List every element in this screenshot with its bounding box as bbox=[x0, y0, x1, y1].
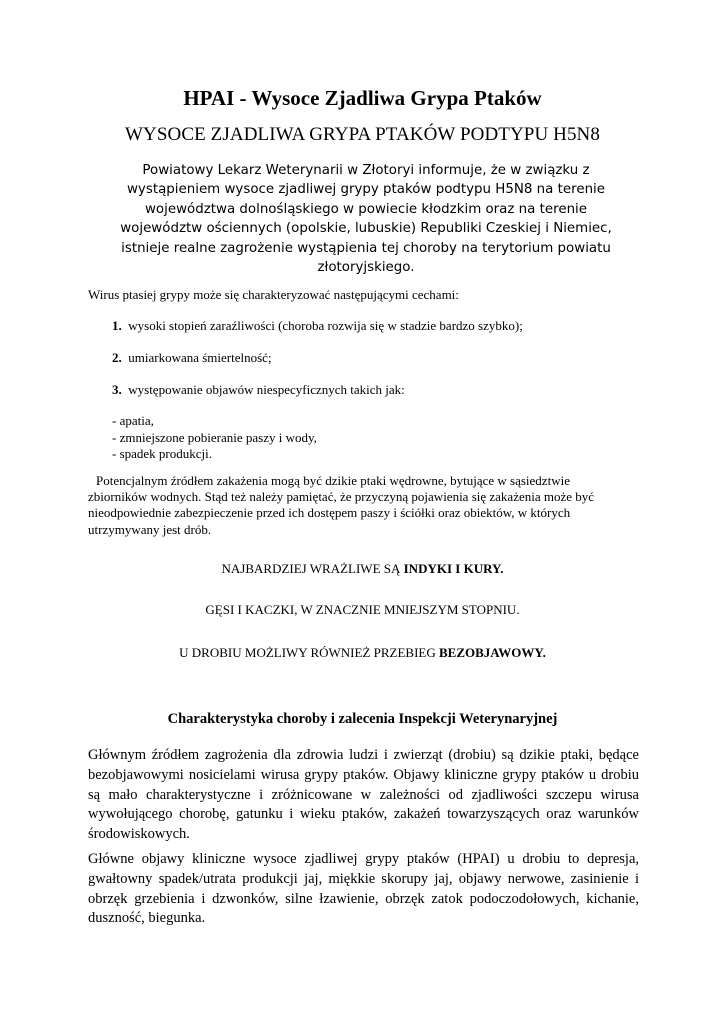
symptom-item: - apatia, bbox=[112, 413, 154, 428]
section-heading: Charakterystyka choroby i zalecenia Inspekcji Weterynaryjnej bbox=[167, 711, 558, 727]
notice-text: U DROBIU MOŻLIWY RÓWNIEŻ PRZEBIEG bbox=[179, 645, 440, 660]
intro-line: wystąpieniem wysoce zjadliwej grypy ptaków podtypu H5N8 na terenie bbox=[126, 182, 606, 198]
symptom-item: - zmniejszone pobieranie paszy i wody, bbox=[112, 429, 317, 445]
paragraph-line: utrzymywany jest drób. bbox=[88, 521, 212, 537]
intro-paragraph bbox=[110, 161, 622, 277]
paragraph-line: bezobjawowymi nosicielami wirusa grypy ptaków. Objawy kliniczne grypy ptaków u drobiu bbox=[88, 766, 639, 783]
paragraph-line: obrzęk grzebienia i dzwonków, silne łzawienie, obrzęk zatok podoczodołowych, kichanie, bbox=[88, 890, 639, 907]
feature-text: wysoki stopień zaraźliwości (choroba rozwija się w stadzie bardzo szybko); bbox=[128, 318, 523, 333]
infection-source-paragraph bbox=[88, 473, 594, 538]
paragraph-line: Potencjalnym źródłem zakażenia mogą być dzikie ptaki wędrowne, bytujące w sąsiedztwie bbox=[96, 473, 570, 488]
intro-line: złotoryjskiego. bbox=[317, 260, 415, 276]
notice-geese-ducks: GĘSI I KACZKI, W ZNACZNIE MNIEJSZYM STOPNIU. bbox=[205, 602, 520, 617]
symptom-item: - spadek produkcji. bbox=[112, 446, 213, 462]
disease-characteristics-paragraph bbox=[88, 746, 639, 845]
feature-number: 3. bbox=[112, 382, 122, 397]
feature-number: 2. bbox=[112, 350, 122, 365]
intro-line: województw ościennych (opolskie, lubuskie) Republiki Czeskiej i Niemiec, bbox=[120, 221, 612, 237]
notice-emphasis: BEZOBJAWOWY. bbox=[439, 645, 546, 660]
paragraph-line: środowiskowych. bbox=[88, 826, 190, 843]
feature-text: umiarkowana śmiertelność; bbox=[128, 350, 272, 365]
feature-item-3 bbox=[112, 382, 405, 398]
feature-number: 1. bbox=[112, 318, 122, 333]
notice-text: NAJBARDZIEJ WRAŻLIWE SĄ bbox=[221, 561, 404, 576]
paragraph-line: zbiorników wodnych. Stąd też należy pamiętać, że przyczyną pojawienia się zakażenia może być bbox=[88, 489, 595, 505]
paragraph-line: wywołującego chorobę, gatunku i wieku ptaków, zakażeń towarzyszących oraz warunków bbox=[88, 806, 639, 823]
feature-text: występowanie objawów niespecyficznych takich jak: bbox=[128, 382, 405, 397]
intro-line: Powiatowy Lekarz Weterynarii w Złotoryi informuje, że w związku z bbox=[142, 163, 590, 178]
paragraph-line: Główne objawy kliniczne wysoce zjadliwej grypy ptaków (HPAI) u drobiu to depresja, bbox=[88, 851, 639, 867]
notice-emphasis: INDYKI I KURY. bbox=[403, 561, 504, 576]
document-subtitle: WYSOCE ZJADLIWA GRYPA PTAKÓW PODTYPU H5N8 bbox=[125, 124, 600, 145]
paragraph-line: Głównym źródłem zagrożenia dla zdrowia ludzi i zwierząt (drobiu) są dzikie ptaki, będące bbox=[88, 747, 639, 763]
document-title: HPAI - Wysoce Zjadliwa Grypa Ptaków bbox=[183, 86, 542, 110]
feature-item-1 bbox=[112, 318, 523, 334]
intro-line: istnieje realne zagrożenie wystąpienia tej choroby na terytorium powiatu bbox=[121, 240, 611, 256]
feature-item-2 bbox=[112, 350, 272, 366]
features-intro: Wirus ptasiej grypy może się charakteryzować następującymi cechami: bbox=[88, 287, 459, 302]
paragraph-line: nieodpowiednie zabezpieczenie przed ich dostępem paszy i ściółki oraz obiektów, w których bbox=[88, 505, 571, 521]
paragraph-line: duszność, biegunka. bbox=[88, 910, 206, 927]
intro-line: województwa dolnośląskiego w powiecie kłodzkim oraz na terenie bbox=[144, 201, 588, 217]
notice-asymptomatic bbox=[0, 645, 725, 661]
clinical-symptoms-paragraph bbox=[88, 850, 639, 929]
notice-most-vulnerable bbox=[0, 561, 725, 577]
paragraph-line: są mało charakterystyczne i zróżnicowane w zależności od zjadliwości szczepu wirusa bbox=[88, 786, 639, 803]
paragraph-line: gwałtowny spadek/utrata produkcji jaj, miękkie skorupy jaj, objawy nerwowe, zasinienie i bbox=[88, 870, 639, 887]
symptom-list bbox=[112, 413, 317, 463]
